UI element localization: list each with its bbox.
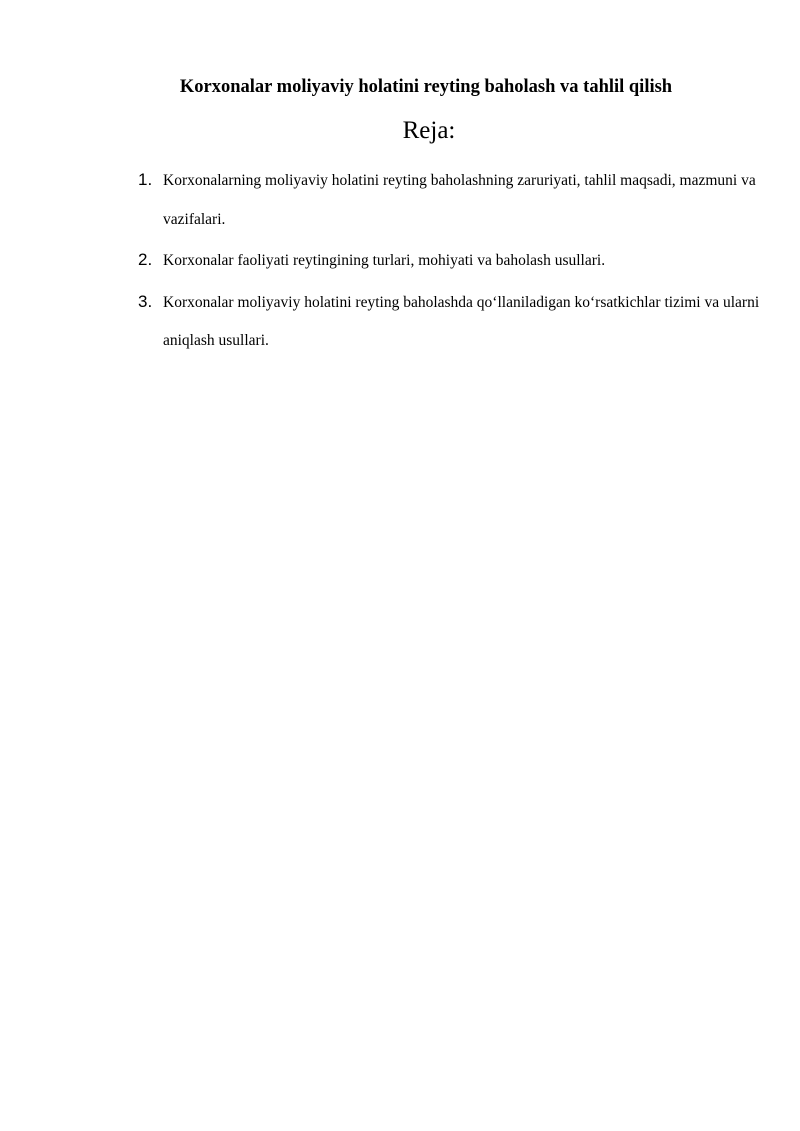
plan-list xyxy=(138,162,768,361)
plan-item-text: Korxonalar faoliyati reytingining turlari, mohiyati va baholash usullari. xyxy=(163,252,606,269)
plan-item xyxy=(138,242,768,281)
plan-heading: Reja: xyxy=(402,117,456,144)
document-title: Korxonalar moliyaviy holatini reyting baholash va tahlil qilish xyxy=(179,77,673,97)
plan-item xyxy=(138,162,768,239)
plan-item-number: 2. xyxy=(138,250,153,269)
plan-item-number: 3. xyxy=(138,291,153,311)
plan-item-text: Korxonalar moliyaviy holatini reyting baholashda qo‘llaniladigan ko‘rsatkichlar tizimi va ularni aniqlash usullari. xyxy=(163,293,760,349)
plan-item xyxy=(138,284,768,361)
plan-item-number: 1. xyxy=(138,170,153,189)
plan-item-text: Korxonalarning moliyaviy holatini reyting baholashning zaruriyati, tahlil maqsadi, mazmuni va vazifalari. xyxy=(163,172,756,228)
